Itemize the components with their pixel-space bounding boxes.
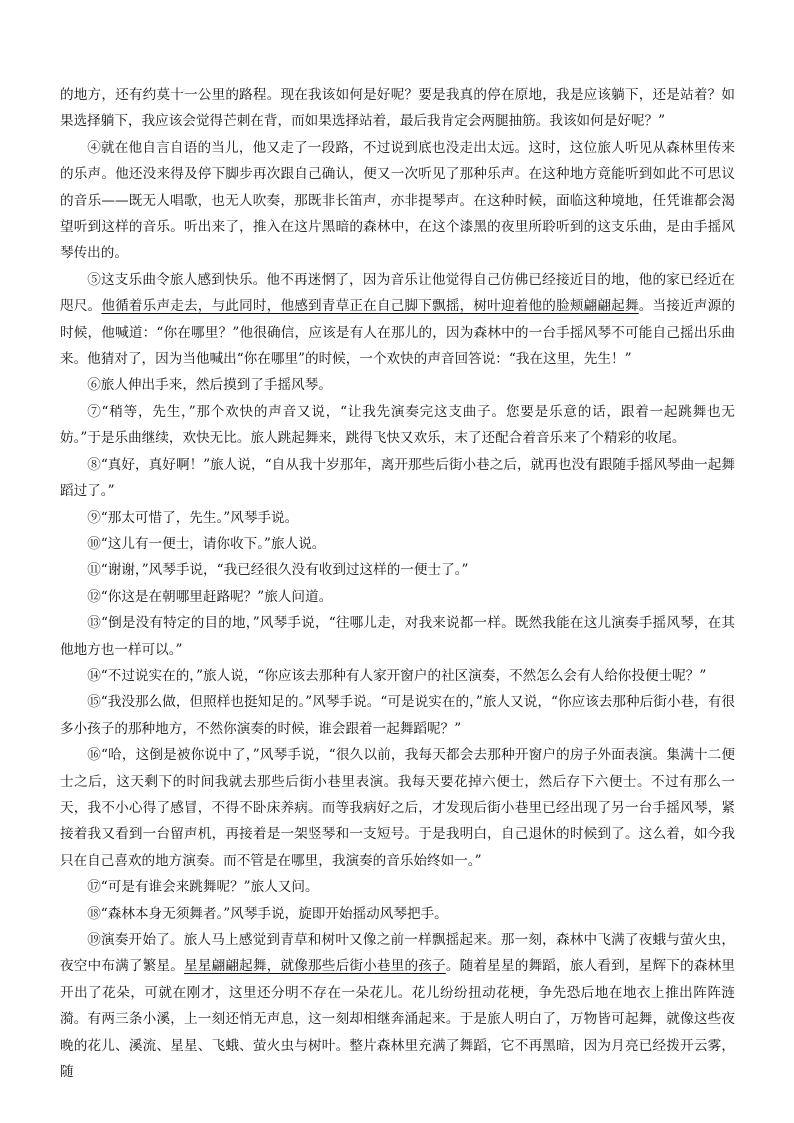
paragraph-19: ⑲演奏开始了。旅人马上感觉到青草和树叶又像之前一样飘摇起来。那一刻，森林中飞满了夜蛾与萤火虫，夜空中布满了繁星。星星翩翩起舞，就像那些后街小巷里的孩子。随着星星的舞蹈，旅人看到，星辉下的森林里开出了花朵，可就在刚才，这里还分明不存在一朵花儿。花儿纷纷扭动花梗，争先恐后地在地衣上推出阵阵涟漪。有两三条小溪，上一刻还悄无声息，这一刻却相继奔涌起来。于是旅人明白了，万物皆可起舞，就像这些夜晚的花儿、溪流、星星、飞蛾、萤火虫与树叶。整片森林里充满了舞蹈，它不再黑暗，因为月亮已经拨开云雾，随 (60, 932, 736, 1081)
paragraph-18: ⑱“森林本身无须舞者。”风琴手说，旋即开始摇动风琴把手。 (87, 905, 448, 922)
paragraph-7: ⑦“稍等，先生，”那个欢快的声音又说，“让我先演奏完这支曲子。您要是乐意的话，跟着一起跳舞也无妨。”于是乐曲继续，欢快无比。旅人跳起舞来，跳得飞快又欢乐，末了还配合着音乐来了个精彩的收尾。 (60, 403, 735, 447)
paragraph-12: ⑫“你这是在朝哪里赶路呢？”旅人问道。 (87, 588, 333, 605)
paragraph-5: ⑤这支乐曲令旅人感到快乐。他不再迷惘了，因为音乐让他觉得自己仿佛已经接近目的地，他的家已经近在咫尺。他循着乐声走去，与此同时，他感到青草正在自己脚下飘摇，树叶迎着他的脸颊翩翩起舞。当接近声源的时候，他喊道：“你在哪里？”他很确信，应该是有人在那儿的，因为森林中的一台手摇风琴不可能自己摇出乐曲来。他猜对了，因为当他喊出“你在哪里”的时候，一个欢快的声音回答说：“我在这里，先生！” (60, 271, 736, 368)
paragraph-continuation: 的地方，还有约莫十一公里的路程。现在我该如何是好呢？要是我真的停在原地，我是应该躺下，还是站着？如果选择躺下，我应该会觉得芒刺在背，而如果选择站着，最后我肯定会两腿抽筋。我该如何是好呢？” (60, 87, 735, 130)
underlined-sentence: 星星翩翩起舞，就像那些后街小巷里的孩子 (184, 958, 446, 975)
paragraph-9: ⑨“那太可惜了，先生。”风琴手说。 (87, 509, 299, 526)
paragraph-17: ⑰“可是有谁会来跳舞呢？”旅人又问。 (87, 879, 319, 896)
paragraph-16: ⑯“哈，这倒是被你说中了，”风琴手说，“很久以前，我每天都会去那种开窗户的房子外面表演。集满十二便士之后，这天剩下的时间我就去那些后街小巷里表演。我每天要花掉六便士，然后存下六便士。不过有那么一天，我不小心得了感冒，不得不卧床养病。而等我病好之后，才发现后街小巷里已经出现了另一台手摇风琴，紧接着我又看到一台留声机，再接着是一架竖琴和一支短号。于是我明白，自己退休的时候到了。这么着，如今我只在自己喜欢的地方演奏。而不管是在哪里，我演奏的音乐始终如一。” (60, 747, 735, 869)
paragraph-13: ⑬“倒是没有特定的目的地，”风琴手说，“往哪儿走，对我来说都一样。既然我能在这儿演奏手摇风琴，在其他地方也一样可以。” (60, 615, 735, 658)
paragraph-8: ⑧“真好，真好啊！”旅人说，“自从我十岁那年，离开那些后街小巷之后，就再也没有跟随手摇风琴曲一起舞蹈过了。” (60, 456, 735, 500)
document-page (60, 82, 735, 1085)
paragraph-4: ④就在他自言自语的当儿，他又走了一段路，不过说到底也没走出太远。这时，这位旅人听见从森林里传来的乐声。他还没来得及停下脚步再次跟自己确认，便又一次听见了那种乐声。在这种地方竟能听到如此不可思议的音乐——既无人唱歌，也无人吹奏，那既非长笛声，亦非提琴声。在这种时候，面临这种境地，任凭谁都会渴望听到这样的音乐。听出来了，推入在这片黑暗的森林中，在这个漆黑的夜里所聆听到的这支乐曲，是由手摇风琴传出的。 (60, 139, 735, 262)
paragraph-6: ⑥旅人伸出手来，然后摸到了手摇风琴。 (87, 377, 332, 394)
underlined-sentence: 他循着乐声走去，与此同时，他感到青草正在自己脚下飘摇，树叶迎着他的脸颊翩翩起舞 (101, 298, 639, 315)
paragraph-14: ⑭“不过说实在的，”旅人说，“你应该去那种有人家开窗户的社区演奏，不然怎么会有人给你投便士呢？” (87, 667, 707, 684)
paragraph-15: ⑮“我没那么做，但照样也挺知足的。”风琴手说。“可是说实在的，”旅人又说，“你应该去那种后街小巷，有很多小孩子的那种地方，不然你演奏的时候，谁会跟着一起舞蹈呢？” (60, 694, 735, 737)
paragraph-10: ⑩“这儿有一便士，请你收下。”旅人说。 (87, 535, 326, 552)
paragraph-11: ⑪“谢谢，”风琴手说，“我已经很久没有收到过这样的一便士了。” (87, 562, 469, 579)
